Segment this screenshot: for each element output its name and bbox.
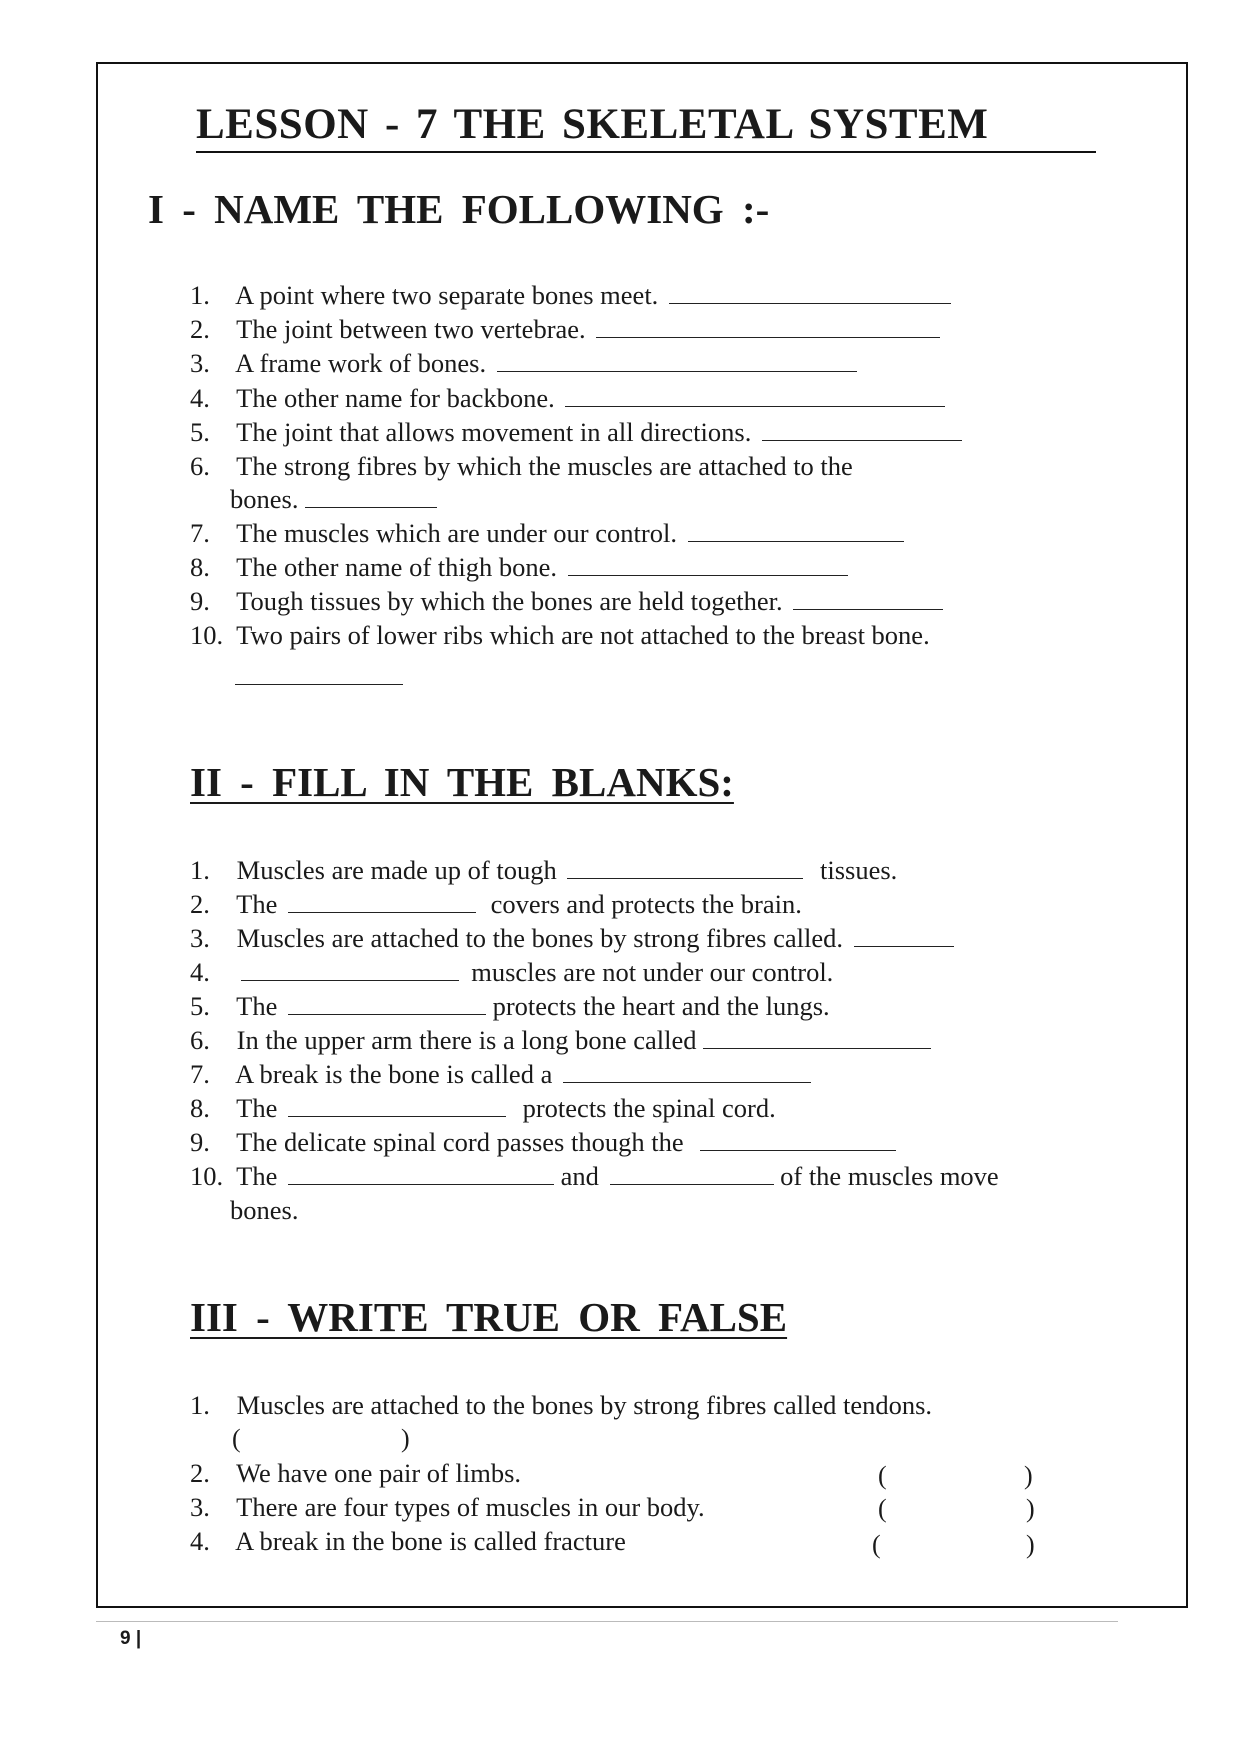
item-text: Muscles are made up of tough — [236, 855, 557, 885]
list-item — [190, 451, 853, 482]
list-item — [190, 1390, 932, 1421]
open-paren: ( — [878, 1494, 887, 1523]
item-text: The — [236, 889, 278, 919]
answer-blank[interactable] — [288, 890, 476, 913]
answer-blank[interactable] — [288, 1162, 554, 1185]
item-text: The muscles which are under our control. — [236, 518, 677, 548]
item-text: A frame work of bones. — [235, 348, 487, 378]
list-item-continuation: bones. — [230, 1195, 299, 1225]
answer-blank[interactable] — [688, 519, 904, 542]
list-item — [190, 1526, 626, 1557]
item-text: A break is the bone is called a — [235, 1059, 553, 1089]
answer-blank[interactable] — [235, 662, 403, 685]
item-text: bones. — [230, 484, 299, 514]
true-false-answer-box[interactable] — [898, 1495, 1025, 1525]
answer-blank[interactable] — [762, 418, 962, 441]
item-number: 1. — [190, 1390, 210, 1420]
list-item — [190, 1093, 776, 1124]
item-text: The strong fibres by which the muscles are attached to the — [236, 451, 853, 481]
close-paren: ) — [1026, 1530, 1035, 1559]
list-item — [190, 957, 833, 988]
list-item-continuation — [230, 484, 437, 515]
item-text: A break in the bone is called fracture — [235, 1526, 626, 1556]
item-number: 8. — [190, 1093, 210, 1123]
footer-divider — [96, 1621, 1118, 1622]
item-text: Muscles are attached to the bones by strong fibres called tendons. — [236, 1390, 933, 1420]
open-paren: ( — [878, 1461, 887, 1490]
list-item — [190, 280, 951, 311]
answer-blank[interactable] — [610, 1162, 774, 1185]
item-text: and — [560, 1161, 599, 1191]
item-text: tissues. — [820, 855, 898, 885]
item-number: 9. — [190, 1127, 210, 1157]
item-number: 3. — [190, 348, 210, 378]
item-text: The other name for backbone. — [236, 383, 555, 413]
item-text: Two pairs of lower ribs which are not attached to the breast bone. — [236, 620, 930, 650]
item-text: The delicate spinal cord passes though the — [236, 1127, 684, 1157]
item-text: The joint between two vertebrae. — [236, 314, 586, 344]
page-number: 9 | — [120, 1628, 142, 1649]
item-text: The joint that allows movement in all directions. — [236, 417, 752, 447]
item-text: of the muscles move — [780, 1161, 999, 1191]
item-number: 6. — [190, 451, 210, 481]
answer-blank[interactable] — [568, 553, 848, 576]
answer-blank[interactable] — [563, 1060, 811, 1083]
item-text: covers and protects the brain. — [490, 889, 802, 919]
item-number: 7. — [190, 518, 210, 548]
answer-blank[interactable] — [700, 1128, 896, 1151]
list-item — [190, 620, 930, 651]
answer-blank[interactable] — [669, 281, 951, 304]
answer-blank[interactable] — [288, 1094, 506, 1117]
list-item — [190, 889, 802, 920]
item-text: protects the spinal cord. — [522, 1093, 776, 1123]
section3-title: III - WRITE TRUE OR FALSE — [190, 1294, 788, 1340]
list-item — [190, 314, 940, 345]
item-text: A point where two separate bones meet. — [235, 280, 659, 310]
item-text: muscles are not under our control. — [471, 957, 834, 987]
item-text: There are four types of muscles in our body. — [236, 1492, 705, 1522]
item-number: 3. — [190, 923, 210, 953]
list-item — [190, 586, 943, 617]
item-number: 4. — [190, 957, 210, 987]
answer-blank[interactable] — [596, 315, 940, 338]
item-number: 5. — [190, 991, 210, 1021]
item-text: Tough tissues by which the bones are held together. — [236, 586, 783, 616]
item-number: 6. — [190, 1025, 210, 1055]
answer-blank[interactable] — [497, 349, 857, 372]
answer-blank[interactable] — [241, 958, 459, 981]
item-number: 10. — [190, 620, 224, 650]
list-item — [190, 552, 848, 583]
close-paren: ) — [1026, 1494, 1035, 1523]
true-false-answer-box[interactable] — [898, 1462, 1023, 1492]
open-paren: ( — [872, 1530, 881, 1559]
item-number: 4. — [190, 1526, 210, 1556]
open-paren: ( — [232, 1424, 241, 1453]
item-number: 8. — [190, 552, 210, 582]
item-number: 7. — [190, 1059, 210, 1089]
list-item — [190, 518, 904, 549]
item-text: We have one pair of limbs. — [236, 1458, 522, 1488]
item-text: The — [236, 1093, 278, 1123]
item-number: 3. — [190, 1492, 210, 1522]
item-number: 10. — [190, 1161, 224, 1191]
answer-blank[interactable] — [703, 1026, 931, 1049]
answer-blank[interactable] — [288, 992, 486, 1015]
item-text: Muscles are attached to the bones by strong fibres called. — [236, 923, 843, 953]
list-item — [190, 1161, 999, 1192]
true-false-answer-box[interactable] — [252, 1426, 400, 1456]
item-text: The — [236, 991, 278, 1021]
close-paren: ) — [401, 1424, 410, 1453]
list-item — [190, 1059, 811, 1090]
item-text: protects the heart and the lungs. — [492, 991, 830, 1021]
item-number: 1. — [190, 280, 210, 310]
list-item — [190, 417, 962, 448]
list-item — [190, 1127, 896, 1158]
section1-title: I - NAME THE FOLLOWING :- — [148, 186, 770, 232]
list-item — [190, 923, 954, 954]
close-paren: ) — [1024, 1461, 1033, 1490]
list-item — [190, 1458, 521, 1489]
item-number: 1. — [190, 855, 210, 885]
true-false-answer-box[interactable] — [892, 1531, 1025, 1561]
list-item — [190, 855, 897, 886]
answer-blank[interactable] — [854, 924, 954, 947]
list-item — [190, 1492, 705, 1523]
section2-title: II - FILL IN THE BLANKS: — [190, 759, 734, 805]
item-text: The — [236, 1161, 278, 1191]
answer-blank[interactable] — [565, 384, 945, 407]
answer-blank[interactable] — [567, 856, 803, 879]
item-number: 2. — [190, 1458, 210, 1488]
answer-blank[interactable] — [793, 587, 943, 610]
list-item — [190, 991, 830, 1022]
list-item — [190, 383, 945, 414]
item-number: 2. — [190, 314, 210, 344]
answer-blank[interactable] — [305, 485, 437, 508]
item-number: 4. — [190, 383, 210, 413]
item-number: 9. — [190, 586, 210, 616]
item-number: 5. — [190, 417, 210, 447]
lesson-title: LESSON - 7 THE SKELETAL SYSTEM — [196, 101, 989, 148]
lesson-title-underline — [196, 151, 1096, 153]
list-item — [190, 1025, 931, 1056]
list-item — [190, 348, 857, 379]
item-text: The other name of thigh bone. — [236, 552, 558, 582]
item-number: 2. — [190, 889, 210, 919]
item-text: In the upper arm there is a long bone called — [236, 1025, 697, 1055]
